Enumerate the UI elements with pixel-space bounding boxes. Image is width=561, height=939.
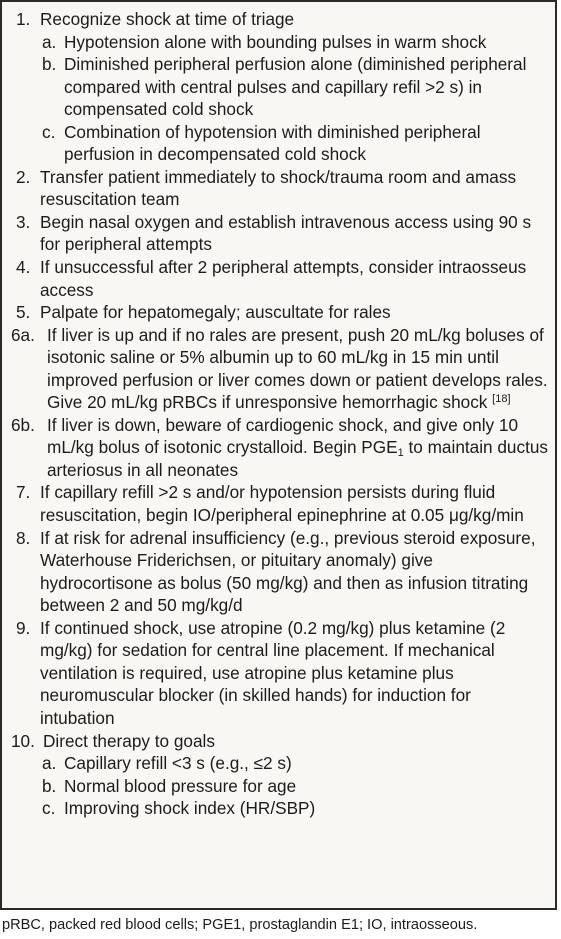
list-item-8 — [8, 527, 549, 617]
list-item-1c — [8, 121, 549, 166]
item-number: 10. — [11, 730, 35, 751]
item-text: Capillary refill <3 s (e.g., ≤2 s) — [64, 753, 292, 774]
item-number: 8. — [16, 527, 31, 548]
item-number: 1. — [16, 9, 31, 29]
list-item-7 — [8, 481, 549, 526]
list-item-10 — [8, 730, 549, 753]
item-text: If at risk for adrenal insufficiency (e.g., previous steroid exposure, Waterhouse Friderichsen, or pituitary anomaly) give hydrocortisone as bolus (50 mg/kg) and then as infusion titrating between 2 and 50 mg/kg/d — [40, 527, 536, 616]
list-item-6b — [8, 414, 549, 482]
item-text: Hypotension alone with bounding pulses in warm shock — [64, 31, 487, 52]
item-text: Direct therapy to goals — [43, 730, 215, 751]
protocol-list — [2, 2, 555, 820]
list-item-6a — [8, 324, 549, 414]
list-item-9 — [8, 617, 549, 730]
list-item-10a — [8, 752, 549, 775]
item-number: 6a. — [11, 324, 35, 345]
item-text-wrap — [47, 414, 549, 482]
item-text: Diminished peripheral perfusion alone (diminished peripheral compared with central pulses and capillary refil >2 s) in compensated cold shock — [64, 54, 527, 120]
subscript-text: 1 — [397, 447, 404, 460]
item-letter: b. — [42, 54, 57, 75]
item-text: Improving shock index (HR/SBP) — [64, 798, 316, 819]
item-number: 3. — [16, 211, 31, 232]
list-item-2 — [8, 166, 549, 211]
item-text: Begin nasal oxygen and establish intravenous access using 90 s for peripheral attempts — [40, 211, 532, 255]
item-letter: b. — [42, 775, 57, 796]
item-text: Recognize shock at time of triage — [40, 9, 295, 29]
item-text: Normal blood pressure for age — [64, 775, 297, 796]
item-number: 2. — [16, 166, 31, 187]
item-text: Transfer patient immediately to shock/trauma room and amass resuscitation team — [40, 166, 517, 210]
reference-citation: [18] — [492, 393, 511, 406]
item-number: 9. — [16, 617, 31, 638]
list-item-1 — [8, 8, 549, 31]
item-text: If unsuccessful after 2 peripheral attempts, consider intraosseus access — [40, 257, 527, 300]
list-item-4 — [8, 256, 549, 301]
item-letter: a. — [42, 753, 57, 774]
list-item-1b — [8, 53, 549, 121]
item-text: If liver is up and if no rales are present, push 20 mL/kg boluses of isotonic saline or 5% albumin up to 60 mL/kg in 15 min until improved perfusion or liver comes down or patient develops rales. Give 20 mL/kg pRBCs if unresponsive hemorrhagic shock — [47, 324, 548, 413]
item-text-wrap — [47, 324, 549, 414]
item-text: If capillary refill >2 s and/or hypotension persists during fluid resuscitation, begin IO/peripheral epinephrine at 0.05 μg/kg/min — [40, 482, 524, 526]
footnote: pRBC, packed red blood cells; PGE1, prostaglandin E1; IO, intraosseous. — [2, 917, 478, 933]
item-letter: c. — [42, 798, 56, 819]
item-number: 4. — [16, 257, 31, 278]
item-text: If continued shock, use atropine (0.2 mg/kg) plus ketamine (2 mg/kg) for sedation for central line placement. If mechanical ventilation is required, use atropine plus ketamine plus neuromuscular blocker (in skilled hands) for induction for intubation — [40, 617, 506, 728]
item-letter: c. — [42, 121, 56, 142]
item-number: 7. — [16, 482, 31, 503]
list-item-5 — [8, 301, 549, 324]
item-text: Combination of hypotension with diminished peripheral perfusion in decompensated cold shock — [64, 121, 481, 165]
list-item-10b — [8, 775, 549, 798]
item-text: If liver is down, beware of cardiogenic shock, and give only 10 mL/kg bolus of isotonic crystalloid. Begin PGE — [47, 414, 519, 458]
list-item-10c — [8, 797, 549, 820]
item-letter: a. — [42, 31, 57, 52]
item-number: 6b. — [11, 414, 35, 435]
list-item-3 — [8, 211, 549, 256]
item-text-continued: to maintain ductus arteriosus in all neonates — [47, 437, 548, 480]
list-item-1a — [8, 31, 549, 54]
item-number: 5. — [16, 302, 31, 323]
item-text: Palpate for hepatomegaly; auscultate for rales — [40, 302, 391, 323]
